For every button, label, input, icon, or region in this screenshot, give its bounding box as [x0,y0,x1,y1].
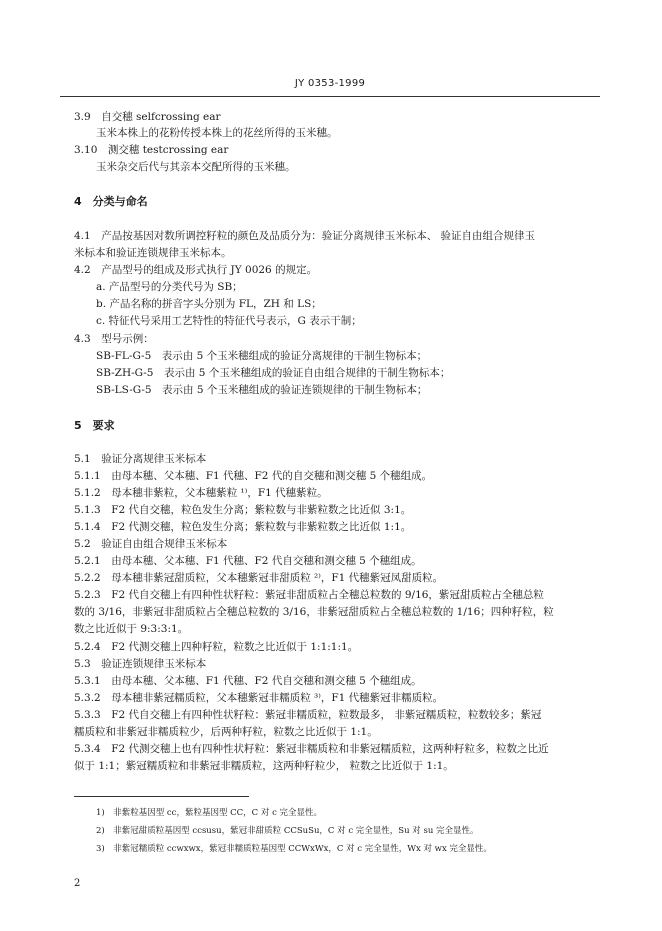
clause-5-3-4-line-1: 5.3.4 F2 代测交穗上也有四种性状籽粒：紫冠非糯质粒和非紫冠糯质粒，这两种籽粒多，粒数之比近 [74,743,549,755]
clause-3-10-definition: 玉米杂交后代与其亲本交配所得的玉米穗。 [96,161,296,173]
clause-5-2: 5.2 验证自由组合规律玉米标本 [74,538,228,550]
clause-5-3-3-line-2: 糯质粒和非紫冠非糯质粒少，后两种籽粒，粒数之比近似于 1:1。 [74,726,378,738]
clause-5-2-4: 5.2.4 F2 代测交穗上四种籽粒，粒数之比近似于 1:1:1:1。 [74,641,359,653]
clause-3-9-definition: 玉米本株上的花粉传授本株上的花丝所得的玉米穗。 [96,127,338,139]
model-example-ls: SB-LS-G-5 表示由 5 个玉米穗组成的验证连锁规律的干制生物标本； [96,384,428,396]
clause-5-1-4: 5.1.4 F2 代测交穗，粒色发生分离；紫粒数与非紫粒数之比近似 1:1。 [74,521,412,533]
section-4-heading: 4 分类与命名 [74,195,148,208]
header-rule [60,96,600,97]
clause-5-3-3-line-1: 5.3.3 F2 代自交穗上有四种性状籽粒：紫冠非糯质粒，粒数最多， 非紫冠糯质粒，粒数较多；紫冠 [74,709,542,721]
clause-4-2-a: a. 产品型号的分类代号为 SB； [96,281,243,293]
section-5-heading: 5 要求 [74,419,115,432]
clause-5-3-1: 5.3.1 由母本穗、父本穗、F1 代穗、F2 代自交穗和测交穗 5 个穗组成。 [74,675,422,687]
clause-4-2-c: c. 特征代号采用工艺特性的特征代号表示，G 表示干制； [96,315,362,327]
clause-5-2-3-line-1: 5.2.3 F2 代自交穗上有四种性状籽粒：紫冠非甜质粒占全穗总粒数的 9/16，紫冠甜质粒占全穗总粒 [74,589,544,601]
model-example-zh: SB-ZH-G-5 表示由 5 个玉米穗组成的验证自由组合规律的干制生物标本； [96,367,451,379]
clause-4-2-b: b. 产品名称的拼音字头分别为 FL，ZH 和 LS； [96,298,322,310]
document-code-header: JY 0353-1999 [294,78,366,89]
clause-4-2: 4.2 产品型号的组成及形式执行 JY 0026 的规定。 [74,264,318,276]
clause-5-3-2: 5.3.2 母本穗非紫冠糯质粒，父本穗紫冠非糯质粒 ³⁾，F1 代穗紫冠非糯质粒。 [74,692,444,704]
clause-5-2-1: 5.2.1 由母本穗、父本穗、F1 代穗、F2 代自交穗和测交穗 5 个穗组成。 [74,555,422,567]
clause-5-1: 5.1 验证分离规律玉米标本 [74,453,207,465]
clause-4-3: 4.3 型号示例： [74,333,154,345]
clause-5-3-4-line-2: 似于 1:1；紫冠糯质粒和非紫冠非糯质粒，这两种籽粒少， 粒数之比近似于 1:1。 [74,760,454,772]
clause-5-1-1: 5.1.1 由母本穗、父本穗、F1 代穗、F2 代的自交穗和测交穗 5 个穗组成。 [74,470,433,482]
clause-4-1-line-1: 4.1 产品按基因对数所调控籽粒的颜色及品质分为：验证分离规律玉米标本、 验证自由组合规律玉 [74,230,536,242]
footnote-2: 2) 非紫冠甜质粒基因型 ccsusu，紫冠非甜质粒 CCSuSu，C 对 c 完全显性，Su 对 su 完全显性。 [96,826,479,836]
clause-5-2-3-line-2: 数的 3/16，非紫冠非甜质粒占全穗总粒数的 3/16，非紫冠甜质粒占全穗总粒数的 1/16；四种籽粒，粒 [74,606,554,618]
footnote-rule [74,796,249,797]
footnote-3: 3) 非紫冠糯质粒 ccwxwx，紫冠非糯质粒基因型 CCWxWx，C 对 c 完全显性，Wx 对 wx 完全显性。 [96,844,492,854]
clause-5-3: 5.3 验证连锁规律玉米标本 [74,658,207,670]
clause-5-1-2: 5.1.2 母本穗非紫粒，父本穗紫粒 ¹⁾，F1 代穗紫粒。 [74,487,328,499]
clause-5-2-3-line-3: 数之比近似于 9:3:3:1。 [74,623,189,635]
footnote-1: 1) 非紫粒基因型 cc，紫粒基因型 CC，C 对 c 完全显性。 [96,808,323,818]
clause-5-1-3: 5.1.3 F2 代自交穗，粒色发生分离；紫粒数与非紫粒数之比近似 3:1。 [74,504,412,516]
clause-3-9-term: 3.9 自交穗 selfcrossing ear [74,111,221,123]
model-example-fl: SB-FL-G-5 表示由 5 个玉米穗组成的验证分离规律的干制生物标本； [96,350,428,362]
clause-5-2-2: 5.2.2 母本穗非紫冠甜质粒，父本穗紫冠非甜质粒 ²⁾，F1 代穗紫冠凤甜质粒。 [74,572,444,584]
clause-3-10-term: 3.10 测交穗 testcrossing ear [74,144,229,156]
page-number: 2 [74,878,81,889]
clause-4-1-line-2: 米标本和验证连锁规律玉米标本。 [74,247,232,259]
